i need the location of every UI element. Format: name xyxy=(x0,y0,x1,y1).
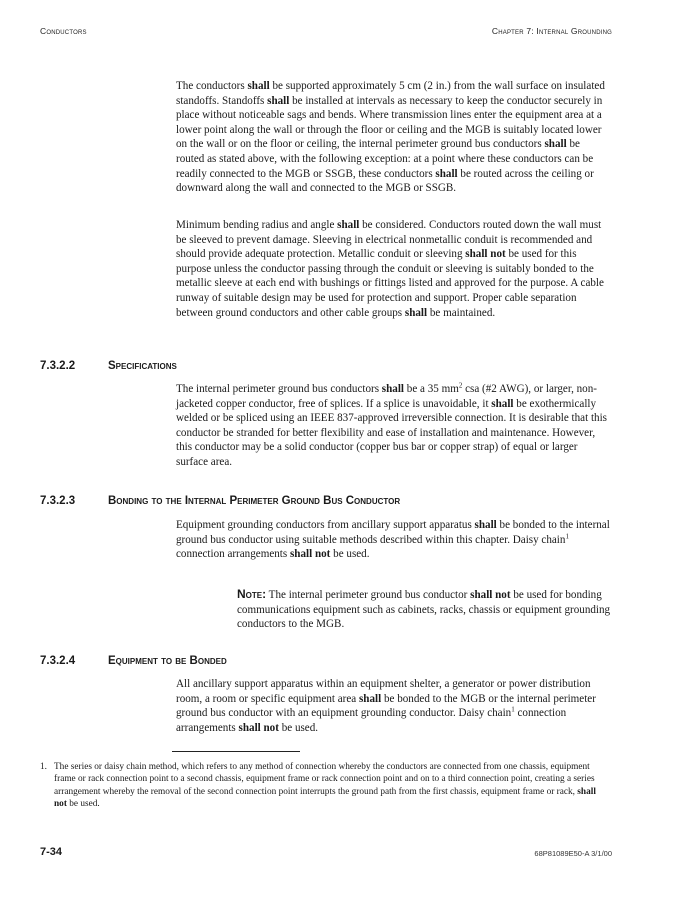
paragraph-conductor-support: The conductors shall be supported approximately 5 cm (2 in.) from the wall surface on insulated standoffs. Standoffs shall be installed at intervals as necessary to keep the conductor securely in place without noticeable sags and bends. Where transmission lines enter the equipment area at a lower point along the wall or through the floor or ceiling and the MGB is suitably located lower on the wall or on the floor or ceiling, the internal perimeter ground bus conductors shall be routed as stated above, with the following exception: at a point where these conductors can be readily connected to the MGB or SSGB, these conductors shall be routed across the ceiling or downward along the wall and connected to the MGB or SSGB. xyxy=(176,80,605,195)
section-number: 7.3.2.2 xyxy=(40,360,76,372)
section-heading-7-3-2-3 xyxy=(40,495,400,507)
section-title: Specifications xyxy=(108,360,177,372)
paragraph-specifications: The internal perimeter ground bus conductors shall be a 35 $mm^2$ csa (#2 AWG), or larger, non-jacketed copper conductor, free of splices. If a splice is unavoidable, it shall be exothermically welded or be spliced using an IEEE 837-approved irreversible connection. It is desirable that this conductor be stranded for better flexibility and ease of installation and maintenance. However, this conductor may be a solid conductor (copper bus bar or copper strap) of equal or larger surface area. xyxy=(176,381,607,468)
section-title: Bonding to the Internal Perimeter Ground Bus Conductor xyxy=(108,495,401,507)
footnote-text: The series or daisy chain method, which refers to any method of connection whereby the conductors are connected from one chassis, equipment frame or rack connection point to a second chassis, equipment frame or rack connection point and on to a third connection point, creating a series arrangement whereby the removal of the second connection point interrupts the ground path from the first chassis, equipment frame or rack, shall not be used. xyxy=(54,762,596,810)
section-heading-7-3-2-4 xyxy=(40,655,227,667)
note-callout: Note: The internal perimeter ground bus conductor shall not be used for bonding communications equipment such as cabinets, racks, chassis or equipment grounding conductors to the MGB. xyxy=(237,587,611,631)
paragraph-equipment-bonded: All ancillary support apparatus within an equipment shelter, a generator or power distribution room, a room or specific equipment area shall be bonded to the MGB or the internal perimeter ground bus conductor with an equipment grounding conductor. Daisy chain$^1$ connection arrangements shall not be used. xyxy=(176,678,596,734)
running-header-left: Conductors xyxy=(40,26,87,36)
footnote-number: 1. xyxy=(40,762,47,772)
paragraph-bonding: Equipment grounding conductors from ancillary support apparatus shall be bonded to the internal ground bus conductor using suitable methods described within this chapter. Daisy chain$^1$ connection arrangements shall not be used. xyxy=(176,519,610,561)
running-header-right: Chapter 7: Internal Grounding xyxy=(491,26,612,36)
section-heading-7-3-2-2 xyxy=(40,360,177,372)
document-id: 68P81089E50-A 3/1/00 xyxy=(534,849,612,858)
note-label: Note: xyxy=(237,587,267,601)
footnote-divider xyxy=(172,751,300,752)
section-number: 7.3.2.4 xyxy=(40,655,76,667)
footnote xyxy=(40,761,606,811)
paragraph-bending-radius: Minimum bending radius and angle shall be considered. Conductors routed down the wall must be sleeved to prevent damage. Sleeving in electrical nonmetallic conduit is recommended and should provide adequate protection. Metallic conduit or sleeving shall not be used for this purpose unless the conductor passing through the conduit or sleeving is suitably bonded to the metallic sleeve at each end with bushings or fittings listed and approved for the purpose. A cable runway of suitable design may be used for protection and support. Proper cable separation between ground conductors and other cable groups shall be maintained. xyxy=(176,219,604,319)
section-number: 7.3.2.3 xyxy=(40,495,76,507)
page-number: 7-34 xyxy=(40,846,63,858)
section-title: Equipment to be Bonded xyxy=(108,655,227,667)
